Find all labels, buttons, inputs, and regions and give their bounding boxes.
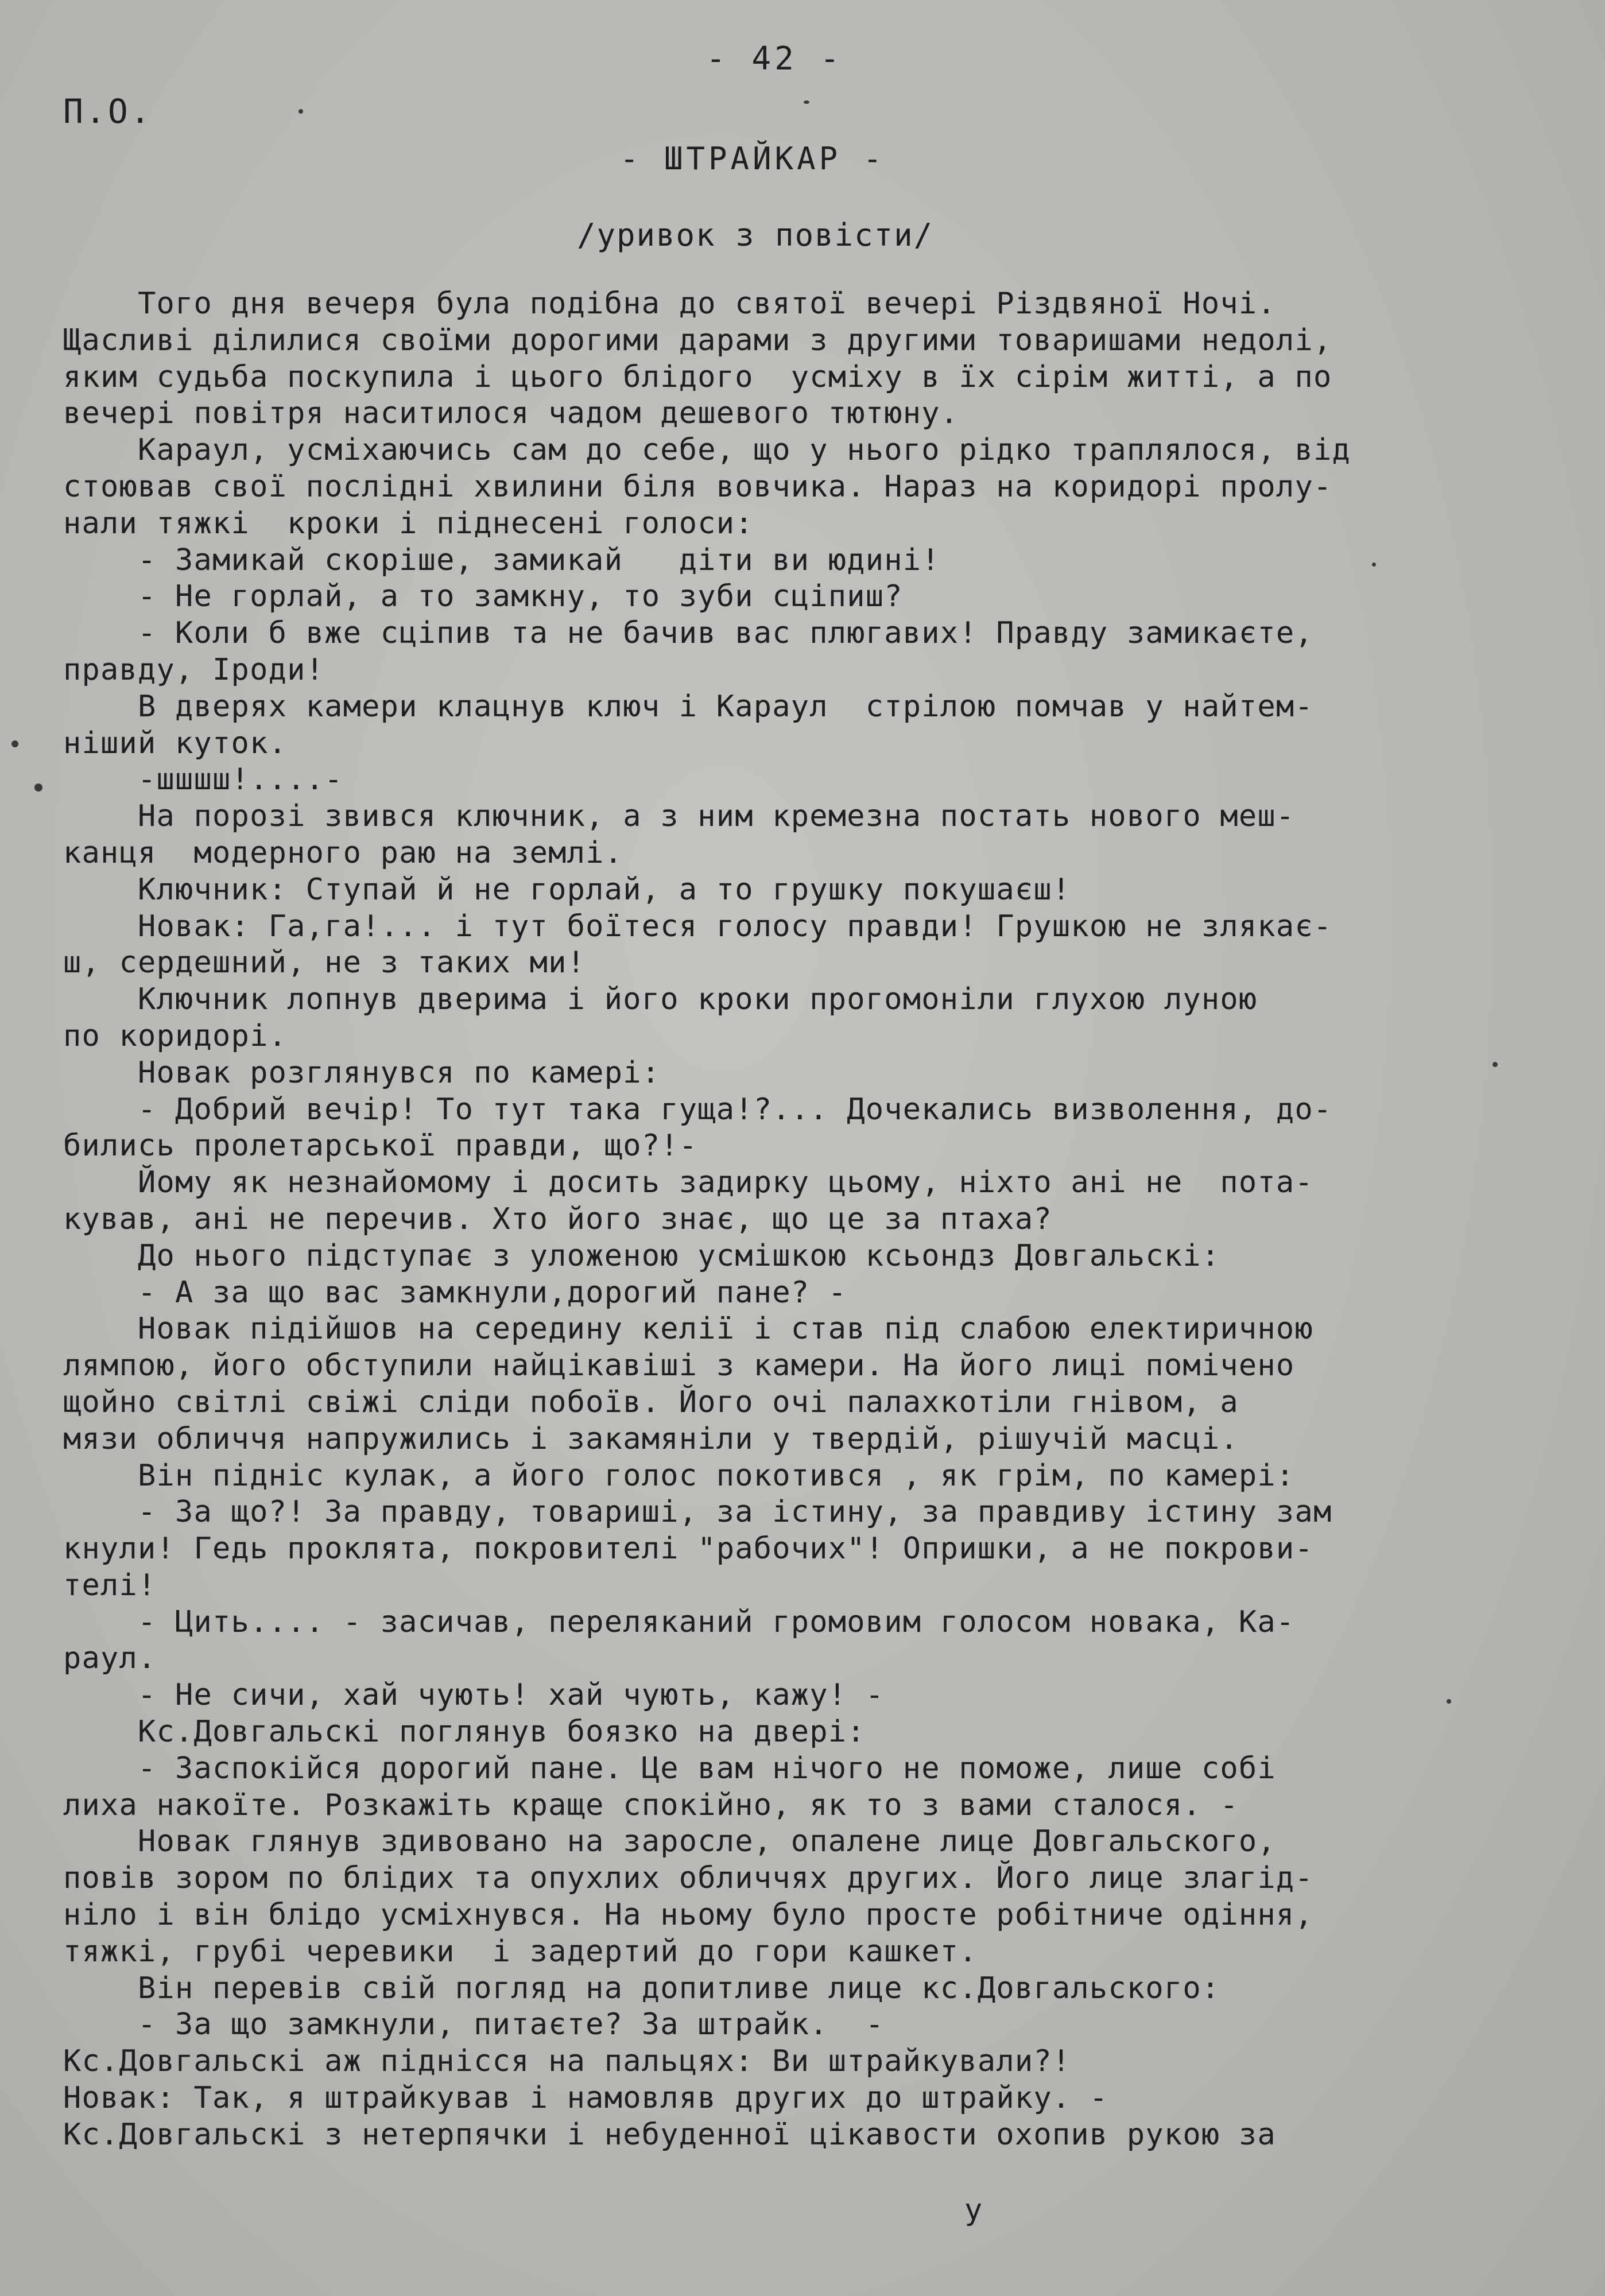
text-line: В дверях камери клацнув ключ і Караул стрілою помчав у найтем-	[63, 689, 1313, 724]
document-subtitle: /уривок з повісти/	[577, 217, 934, 253]
text-line: Новак: Га,га!... і тут боїтеся голосу правди! Грушкою не злякає-	[63, 909, 1332, 944]
text-line: бились пролетарської правди, що?!-	[63, 1128, 698, 1163]
text-line: Новак розглянувся по камері:	[63, 1055, 661, 1090]
ink-speck	[804, 100, 809, 104]
text-line: Він підніс кулак, а його голос покотився , як грім, по камері:	[63, 1458, 1295, 1493]
text-line: нали тяжкі кроки і піднесені голоси:	[63, 506, 754, 541]
text-line: повів зором по блідих та опухлих обличчях других. Його лице злагід-	[63, 1861, 1313, 1896]
text-line: - Добрий вечір! То тут така гуща!?... Дочекались визволення, до-	[63, 1092, 1332, 1127]
ink-speck	[298, 109, 303, 114]
text-line: На порозі звився ключник, а з ним кремезна постать нового меш-	[63, 799, 1295, 834]
text-line: ніло і він блідо усміхнувся. На ньому було просте робітниче одіння,	[63, 1898, 1313, 1933]
text-line: стоював свої послідні хвилини біля вовчика. Нараз на коридорі пролу-	[63, 469, 1332, 504]
text-line: правду, Іроди!	[63, 652, 325, 687]
footer-mark: у	[964, 2193, 983, 2227]
text-line: телі!	[63, 1568, 157, 1603]
text-line: яким судьба поскупила і цього блідого усміху в їх сірім житті, а по	[63, 359, 1332, 394]
ink-speck	[1492, 1062, 1498, 1067]
text-line: Новак: Так, я штрайкував і намовляв других до штрайку. -	[63, 2081, 1108, 2116]
text-line: тяжкі, грубі черевики і задертий до гори кашкет.	[63, 1934, 978, 1969]
text-line: по коридорі.	[63, 1018, 288, 1053]
text-line: кнули! Гедь проклята, покровителі "рабочих"! Опришки, а не покрови-	[63, 1531, 1313, 1566]
ink-speck	[1447, 1699, 1451, 1704]
text-line: - Замикай скоріше, замикай діти ви юдині!	[63, 542, 940, 577]
text-line: Він перевів свій погляд на допитливе лице кс.Довгальского:	[63, 1971, 1220, 2006]
text-line: - А за що вас замкнули,дорогий пане? -	[63, 1275, 847, 1310]
text-line: Ключник: Ступай й не горлай, а то грушку покушаєш!	[63, 872, 1071, 907]
text-line: - За що?! За правду, товариші, за істину, за правдиву істину зам	[63, 1495, 1332, 1530]
document-title: - ШТРАЙКАР -	[620, 141, 886, 177]
body-text	[63, 286, 1533, 2154]
text-line: раул.	[63, 1641, 157, 1676]
text-line: Новак підійшов на середину келії і став під слабою електиричною	[63, 1312, 1313, 1347]
text-line: щойно світлі свіжі сліди побоїв. Його очі палахкотіли гнівом, а	[63, 1384, 1239, 1420]
text-line: ніший куток.	[63, 726, 288, 761]
text-line: Щасливі ділилися своїми дорогими дарами з другими товаришами недолі,	[63, 323, 1332, 358]
text-line: - Цить.... - засичав, переляканий громовим голосом новака, Ка-	[63, 1604, 1295, 1639]
text-line: - Не горлай, а то замкну, то зуби сціпиш?	[63, 579, 903, 614]
text-line: лямпою, його обступили найцікавіші з камери. На його лиці помічено	[63, 1348, 1295, 1383]
ink-speck	[1372, 563, 1376, 567]
author-initials: П.О.	[63, 92, 153, 131]
text-line: До нього підступає з уложеною усмішкою ксьондз Довгальскі:	[63, 1238, 1220, 1273]
text-line: -шшшш!....-	[63, 762, 343, 797]
text-line: Караул, усміхаючись сам до себе, що у нього рідко траплялося, від	[63, 433, 1351, 468]
text-line: Новак глянув здивовано на заросле, опалене лице Довгальского,	[63, 1824, 1276, 1859]
text-line: вечері повітря наситилося чадом дешевого тютюну.	[63, 396, 959, 431]
text-line: - Коли б вже сціпив та не бачив вас плюгавих! Правду замикаєте,	[63, 616, 1313, 651]
text-line: Ключник лопнув дверима і його кроки прогомоніли глухою луною	[63, 982, 1258, 1017]
text-line: Того дня вечеря була подібна до святої вечері Різдвяної Ночі.	[63, 286, 1276, 321]
text-line: ш, сердешний, не з таких ми!	[63, 945, 586, 980]
text-line: - За що замкнули, питаєте? За штрайк. -	[63, 2007, 885, 2042]
text-line: Кс.Довгальскі з нетерпячки і небуденної цікавости охопив рукою за	[63, 2117, 1276, 2152]
ink-speck	[11, 740, 18, 747]
text-line: - Заспокійся дорогий пане. Це вам нічого не поможе, лише собі	[63, 1751, 1276, 1786]
text-line: мязи обличчя напружились і закамяніли у твердій, рішучій масці.	[63, 1421, 1239, 1456]
page-number: - 42 -	[706, 40, 843, 77]
ink-speck	[34, 784, 42, 792]
text-line: лиха накоїте. Розкажіть краще спокійно, як то з вами сталося. -	[63, 1787, 1239, 1822]
text-line: Кс.Довгальскі аж піднісся на пальцях: Ви штрайкували?!	[63, 2044, 1071, 2079]
text-line: кував, ані не перечив. Хто його знає, що це за птаха?	[63, 1201, 1052, 1236]
text-line: - Не сичи, хай чують! хай чують, кажу! -	[63, 1678, 885, 1713]
text-line: Кс.Довгальскі поглянув боязко на двері:	[63, 1715, 866, 1750]
text-line: канця модерного раю на землі.	[63, 835, 623, 870]
text-line: Йому як незнайомому і досить задирку цьому, ніхто ані не пота-	[63, 1165, 1313, 1200]
